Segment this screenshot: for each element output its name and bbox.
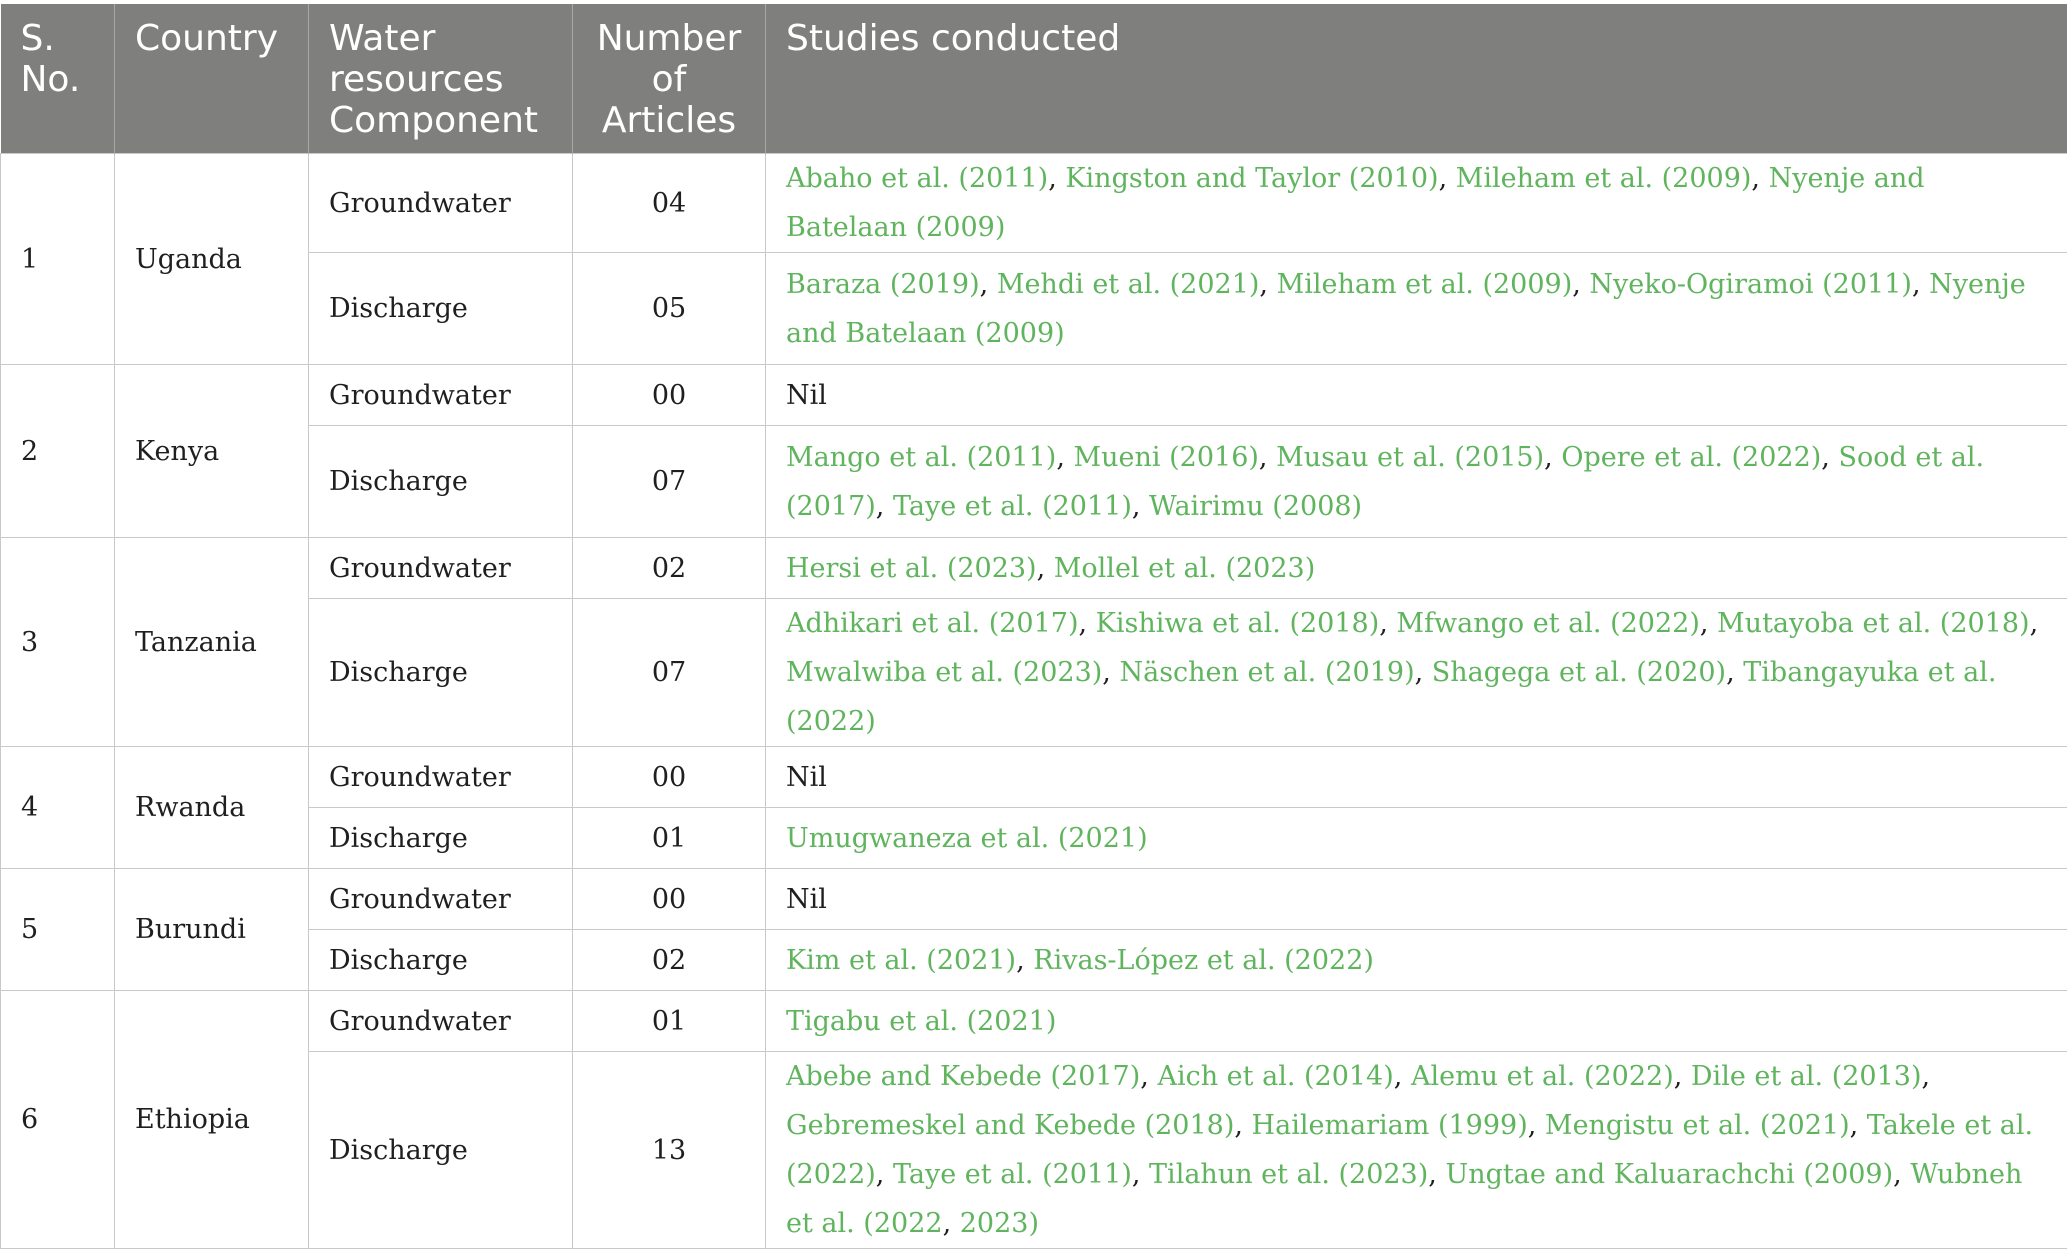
cell-component: Groundwater	[309, 991, 573, 1052]
citation-separator: ,	[1921, 1061, 1930, 1092]
cell-component: Groundwater	[309, 538, 573, 599]
citation-separator: ,	[1726, 657, 1743, 688]
table-row	[1, 538, 2067, 599]
cell-studies	[766, 991, 2067, 1052]
citation-link[interactable]: Mutayoba et al. (2018)	[1717, 608, 2030, 639]
citation-link[interactable]: Mfwango et al. (2022)	[1396, 608, 1699, 639]
cell-sno: 5	[1, 869, 115, 991]
citation-separator: ,	[1572, 269, 1589, 300]
cell-article-count: 01	[573, 991, 766, 1052]
citation-link[interactable]: Tilahun et al. (2023)	[1149, 1159, 1428, 1190]
citation-separator: ,	[1132, 491, 1149, 522]
cell-component: Groundwater	[309, 365, 573, 426]
cell-article-count: 00	[573, 747, 766, 808]
table-row	[1, 1052, 2067, 1249]
citation-separator: ,	[1544, 442, 1561, 473]
cell-article-count: 00	[573, 869, 766, 930]
citation-separator: ,	[1259, 442, 1276, 473]
citation-link[interactable]: 2023)	[960, 1208, 1039, 1239]
citation-separator: ,	[1056, 442, 1073, 473]
citation-link[interactable]: Aich et al. (2014)	[1157, 1061, 1393, 1092]
cell-article-count: 04	[573, 154, 766, 253]
cell-sno: 6	[1, 991, 115, 1249]
cell-article-count: 05	[573, 253, 766, 365]
table-row	[1, 365, 2067, 426]
table-row	[1, 154, 2067, 253]
header-row	[1, 4, 2067, 154]
citation-link[interactable]: Opere et al. (2022)	[1561, 442, 1821, 473]
cell-sno: 3	[1, 538, 115, 747]
cell-article-count: 00	[573, 365, 766, 426]
citation-link[interactable]: Mollel et al. (2023)	[1054, 553, 1315, 584]
citation-link[interactable]: Mehdi et al. (2021)	[997, 269, 1260, 300]
table-header	[1, 4, 2067, 154]
cell-component: Discharge	[309, 253, 573, 365]
cell-studies-nil: Nil	[766, 747, 2067, 808]
cell-studies-nil: Nil	[766, 869, 2067, 930]
citation-link[interactable]: Kishiwa et al. (2018)	[1096, 608, 1380, 639]
citation-separator: ,	[1674, 1061, 1691, 1092]
cell-article-count: 02	[573, 538, 766, 599]
citation-link[interactable]: Wairimu (2008)	[1149, 491, 1362, 522]
cell-article-count: 02	[573, 930, 766, 991]
citation-separator: ,	[1428, 1159, 1445, 1190]
citation-separator: ,	[1259, 269, 1276, 300]
citation-link[interactable]: Rivas-López et al. (2022)	[1033, 945, 1374, 976]
cell-studies	[766, 154, 2067, 253]
table-row	[1, 426, 2067, 538]
table-body	[1, 154, 2067, 1249]
citation-separator: ,	[943, 1208, 960, 1239]
citation-separator: ,	[1132, 1159, 1149, 1190]
citation-link[interactable]: Tibangayuka et al. (2022)	[786, 657, 1996, 737]
header-sno: S. No.	[1, 4, 115, 154]
citation-link[interactable]: Gebremeskel and Kebede (2018)	[786, 1110, 1234, 1141]
citation-link[interactable]: Hailemariam (1999)	[1252, 1110, 1528, 1141]
cell-sno: 4	[1, 747, 115, 869]
table-row	[1, 869, 2067, 930]
citation-separator: ,	[876, 491, 893, 522]
citation-link[interactable]: Shagega et al. (2020)	[1432, 657, 1726, 688]
cell-article-count: 07	[573, 599, 766, 747]
cell-studies	[766, 1052, 2067, 1249]
table-row	[1, 747, 2067, 808]
cell-article-count: 13	[573, 1052, 766, 1249]
citation-link[interactable]: Nyenje and Batelaan (2009)	[786, 269, 2026, 349]
citation-link[interactable]: Mueni (2016)	[1074, 442, 1259, 473]
citation-link[interactable]: Taye et al. (2011)	[893, 1159, 1132, 1190]
table-row	[1, 930, 2067, 991]
cell-country: Kenya	[115, 365, 309, 538]
table-row	[1, 991, 2067, 1052]
citation-separator: ,	[2030, 608, 2039, 639]
cell-studies-nil: Nil	[766, 365, 2067, 426]
citation-separator: ,	[1140, 1061, 1157, 1092]
cell-country: Ethiopia	[115, 991, 309, 1249]
cell-component: Groundwater	[309, 154, 573, 253]
citation-link[interactable]: Musau et al. (2015)	[1276, 442, 1544, 473]
articles-table	[0, 4, 2067, 1249]
cell-article-count: 07	[573, 426, 766, 538]
citation-separator: ,	[1439, 163, 1456, 194]
citation-link[interactable]: Mango et al. (2011)	[786, 442, 1056, 473]
citation-separator: ,	[980, 269, 997, 300]
cell-component: Discharge	[309, 599, 573, 747]
cell-component: Groundwater	[309, 747, 573, 808]
citation-link[interactable]: Takele et al. (2022)	[786, 1110, 2033, 1190]
citation-link[interactable]: Nyenje and Batelaan (2009)	[786, 163, 1925, 243]
citation-link[interactable]: Alemu et al. (2022)	[1411, 1061, 1674, 1092]
cell-component: Discharge	[309, 1052, 573, 1249]
cell-sno: 2	[1, 365, 115, 538]
cell-studies	[766, 599, 2067, 747]
citation-separator: ,	[1821, 442, 1838, 473]
citation-link[interactable]: Dile et al. (2013)	[1691, 1061, 1922, 1092]
citation-separator: ,	[1850, 1110, 1867, 1141]
citation-separator: ,	[1528, 1110, 1545, 1141]
header-articles: Number of Articles	[573, 4, 766, 154]
citation-separator: ,	[1751, 163, 1768, 194]
citation-link[interactable]: Abaho et al. (2011)	[786, 163, 1048, 194]
citation-separator: ,	[1048, 163, 1065, 194]
table-row	[1, 599, 2067, 747]
citation-link[interactable]: Näschen et al. (2019)	[1119, 657, 1414, 688]
cell-studies	[766, 253, 2067, 365]
cell-article-count: 01	[573, 808, 766, 869]
cell-component: Discharge	[309, 808, 573, 869]
citation-separator: ,	[1415, 657, 1432, 688]
citation-link[interactable]: Mileham et al. (2009)	[1456, 163, 1752, 194]
citation-separator: ,	[1912, 269, 1929, 300]
citation-link[interactable]: Kingston and Taylor (2010)	[1065, 163, 1438, 194]
cell-country: Rwanda	[115, 747, 309, 869]
cell-country: Tanzania	[115, 538, 309, 747]
citation-link[interactable]: Baraza (2019)	[786, 269, 980, 300]
citation-separator: ,	[1037, 553, 1054, 584]
citation-link[interactable]: Wubneh et al. (2022	[786, 1159, 2022, 1239]
citation-separator: ,	[1893, 1159, 1910, 1190]
citation-link[interactable]: Tigabu et al. (2021)	[786, 1006, 1056, 1037]
citation-link[interactable]: Taye et al. (2011)	[893, 491, 1132, 522]
citation-link[interactable]: Mengistu et al. (2021)	[1545, 1110, 1850, 1141]
citation-link[interactable]: Sood et al. (2017)	[786, 442, 1984, 522]
citation-separator: ,	[1016, 945, 1033, 976]
citation-link[interactable]: Kim et al. (2021)	[786, 945, 1016, 976]
cell-studies	[766, 808, 2067, 869]
cell-component: Discharge	[309, 426, 573, 538]
cell-studies	[766, 426, 2067, 538]
citation-link[interactable]: Mileham et al. (2009)	[1277, 269, 1573, 300]
citation-link[interactable]: Mwalwiba et al. (2023)	[786, 657, 1102, 688]
cell-studies	[766, 538, 2067, 599]
citation-link[interactable]: Ungtae and Kaluarachchi (2009)	[1445, 1159, 1893, 1190]
header-studies: Studies conducted	[766, 4, 2067, 154]
citation-separator: ,	[1700, 608, 1717, 639]
citation-separator: ,	[876, 1159, 893, 1190]
cell-country: Burundi	[115, 869, 309, 991]
citation-separator: ,	[1102, 657, 1119, 688]
citation-separator: ,	[1078, 608, 1095, 639]
citation-link[interactable]: Hersi et al. (2023)	[786, 553, 1037, 584]
cell-studies	[766, 930, 2067, 991]
header-country: Country	[115, 4, 309, 154]
cell-component: Discharge	[309, 930, 573, 991]
table-row	[1, 253, 2067, 365]
citation-link[interactable]: Nyeko-Ogiramoi (2011)	[1589, 269, 1912, 300]
citation-link[interactable]: Adhikari et al. (2017)	[786, 608, 1078, 639]
citation-separator: ,	[1234, 1110, 1251, 1141]
table-row	[1, 808, 2067, 869]
citation-link[interactable]: Umugwaneza et al. (2021)	[786, 823, 1148, 854]
header-component: Water resources Component	[309, 4, 573, 154]
citation-separator: ,	[1394, 1061, 1411, 1092]
cell-sno: 1	[1, 154, 115, 365]
citation-link[interactable]: Abebe and Kebede (2017)	[786, 1061, 1140, 1092]
cell-country: Uganda	[115, 154, 309, 365]
cell-component: Groundwater	[309, 869, 573, 930]
citation-separator: ,	[1379, 608, 1396, 639]
